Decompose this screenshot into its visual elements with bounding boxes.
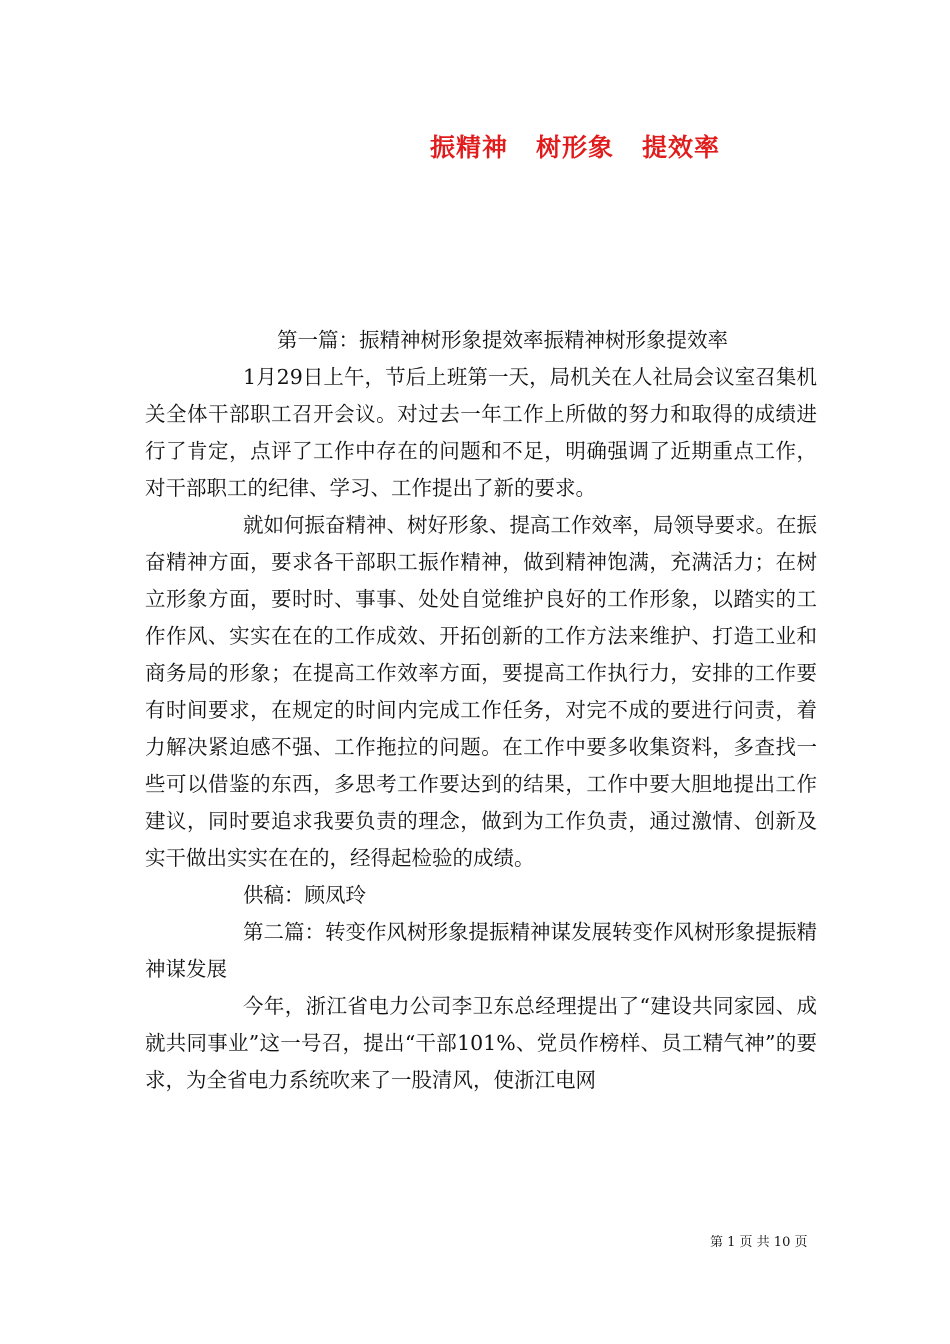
document-title bbox=[0, 128, 950, 164]
title-part-3: 提效率 bbox=[642, 133, 721, 162]
title-part-2: 树形象 bbox=[536, 133, 615, 162]
paragraph-zhejiang: 今年，浙江省电力公司李卫东总经理提出了“建设共同家园、成就共同事业”这一号召，提出“干部101%、党员作榜样、员工精气神”的要求，为全省电力系统吹来了一股清风，使浙江电网 bbox=[145, 994, 817, 1092]
section-heading-1: 第一篇：振精神树形象提效率振精神树形象提效率 bbox=[277, 328, 728, 352]
document-body bbox=[145, 322, 817, 1099]
section-heading-2: 第二篇：转变作风树形象提振精神谋发展转变作风树形象提振精神谋发展 bbox=[145, 920, 817, 981]
paragraph-meeting: 1月29日上午，节后上班第一天，局机关在人社局会议室召集机关全体干部职工召开会议。对过去一年工作上所做的努力和取得的成绩进行了肯定，点评了工作中存在的问题和不足，明确强调了近期重点工作，对干部职工的纪律、学习、工作提出了新的要求。 bbox=[145, 365, 817, 500]
paragraph-contributor: 供稿：顾凤玲 bbox=[243, 883, 366, 907]
title-part-1: 振精神 bbox=[430, 133, 509, 162]
page-number-footer: 第 1 页 共 10 页 bbox=[710, 1235, 808, 1250]
paragraph-requirements: 就如何振奋精神、树好形象、提高工作效率，局领导要求。在振奋精神方面，要求各干部职工振作精神，做到精神饱满，充满活力；在树立形象方面，要时时、事事、处处自觉维护良好的工作形象，以踏实的工作作风、实实在在的工作成效、开拓创新的工作方法来维护、打造工业和商务局的形象；在提高工作效率方面，要提高工作执行力，安排的工作要有时间要求，在规定的时间内完成工作任务，对完不成的要进行问责，着力解决紧迫感不强、工作拖拉的问题。在工作中要多收集资料，多查找一些可以借鉴的东西，多思考工作要达到的结果，工作中要大胆地提出工作建议，同时要追求我要负责的理念，做到为工作负责，通过激情、创新及实干做出实实在在的，经得起检验的成绩。 bbox=[145, 513, 817, 870]
